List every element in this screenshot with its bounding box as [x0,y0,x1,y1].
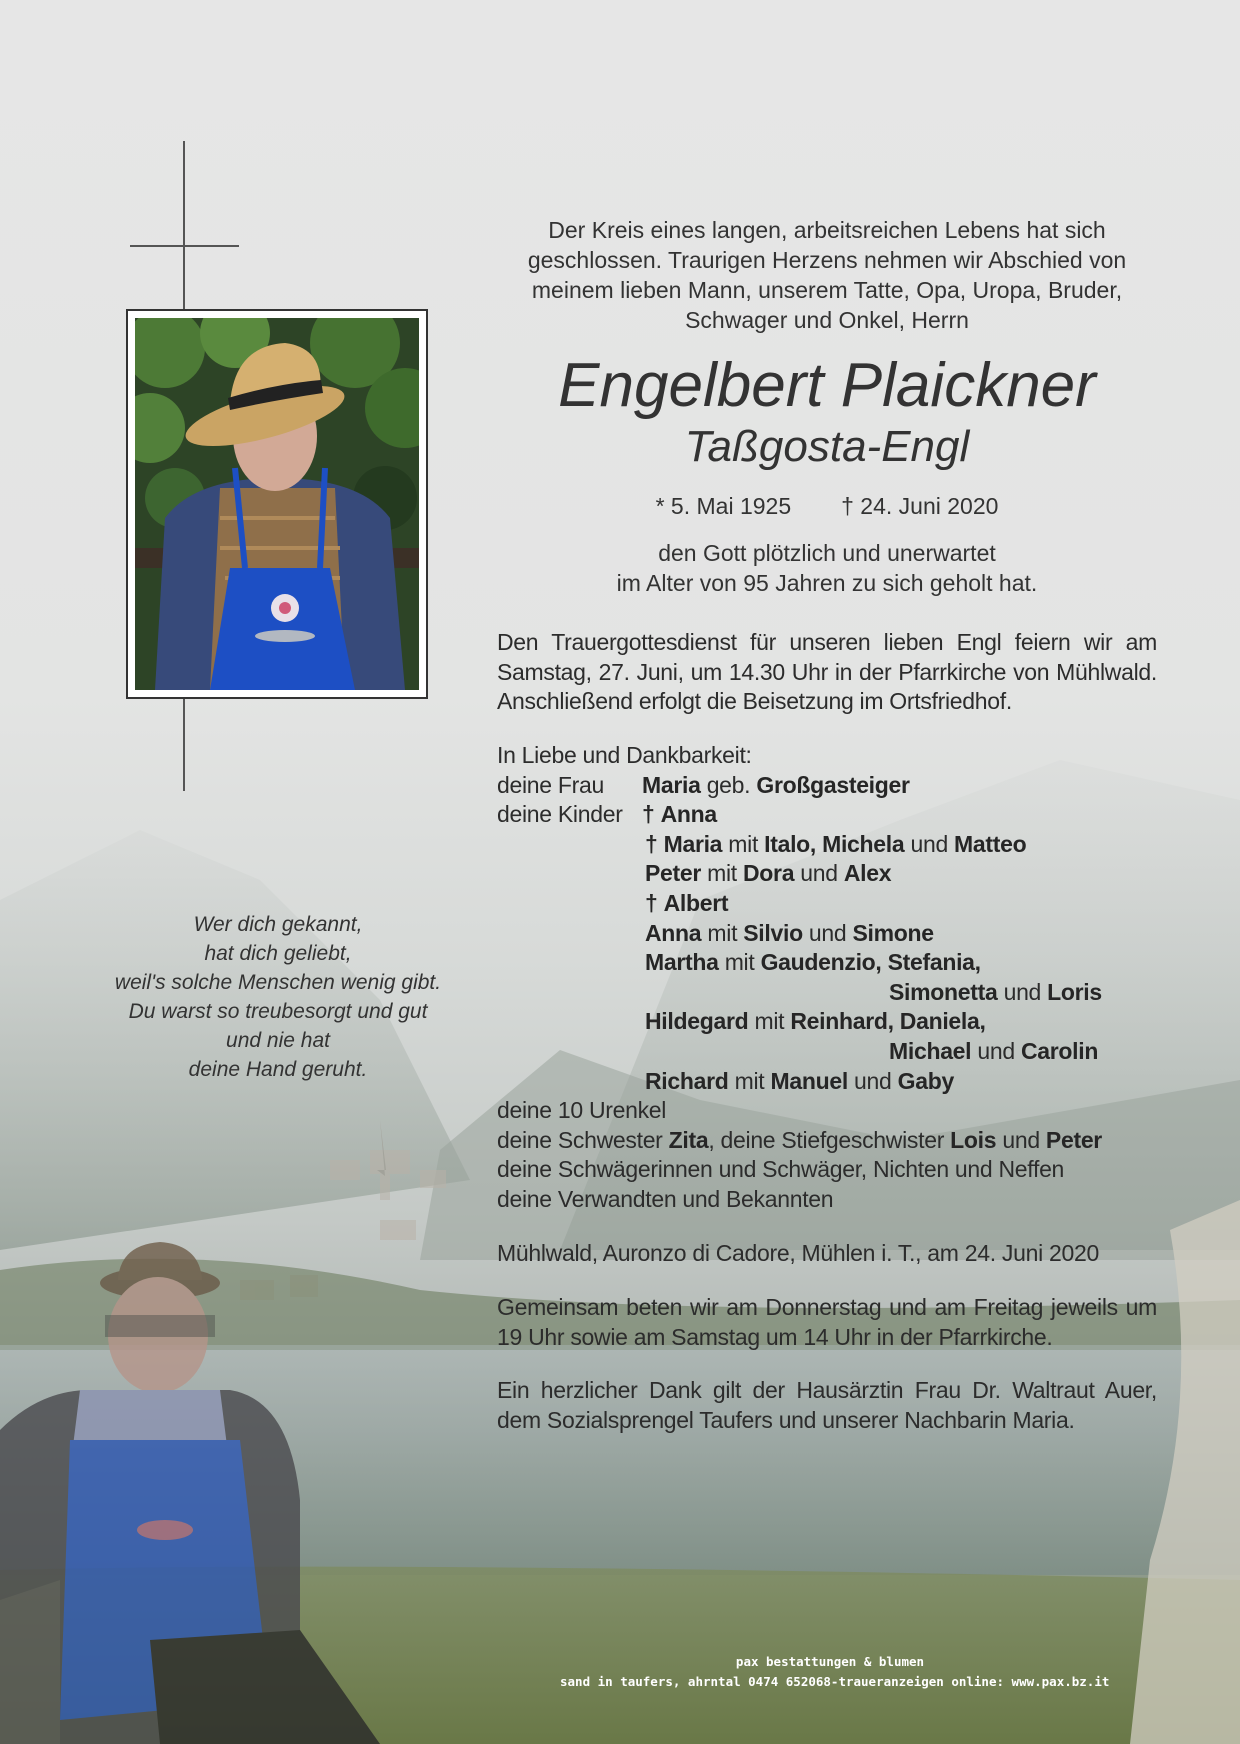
prayer-line: Gemeinsam beten wir am Donnerstag und am Freitag jeweils um [497,1294,1157,1320]
child-name: Martha [645,949,719,976]
grandchild-name: Gaby [897,1067,954,1094]
mit-text: mit [734,1067,765,1094]
thanks-line: Ein herzlicher Dank gilt der Hausärztin Frau Dr. Waltraut Auer, [497,1377,1157,1403]
prayer-text [497,1293,1157,1352]
und-text: und [800,860,838,887]
sister-name: Zita [668,1126,709,1153]
und-text: und [910,830,948,857]
portrait-frame [126,309,428,699]
poem-line: hat dich geliebt, [204,942,352,965]
in-laws: deine Schwägerinnen und Schwäger, Nichten und Neffen [497,1156,1065,1183]
grandchild-name: Simone [852,919,934,946]
intro-line: Schwager und Onkel, Herrn [685,307,969,333]
funeral-home-footer [560,1652,1110,1692]
cross-vertical-bottom [183,699,185,791]
sister-label: deine Schwester [497,1126,663,1153]
mit-text: mit [707,860,737,887]
place-date-line: Mühlwald, Auronzo di Cadore, Mühlen i. T., am 24. Juni 2020 [497,1240,1099,1266]
partner-name: Italo, Michela [764,830,905,857]
death-date: † 24. Juni 2020 [841,493,999,519]
poem-line: und nie hat [226,1029,330,1052]
child-name: Anna [660,801,717,828]
poem-line: deine Hand geruht. [188,1058,368,1081]
wife-maiden-name: Großgasteiger [756,771,910,798]
poem-line: weil's solche Menschen wenig gibt. [114,971,442,994]
grandchild-name: Simonetta [889,978,998,1005]
passing-text [497,538,1157,598]
partner-name: Silvio [743,919,803,946]
partner-name: Gaudenzio, Stefania, [760,949,981,976]
thanks-line: dem Sozialsprengel Taufers und unserer Nachbarin Maria. [497,1406,1075,1433]
child-name: Peter [645,860,702,887]
intro-line: geschlossen. Traurigen Herzens nehmen wir Abschied von [527,247,1127,273]
thanks-text [497,1376,1157,1435]
life-dates [497,491,1157,521]
portrait-image [135,318,419,690]
service-line: Anschließend erfolgt die Beisetzung im Ortsfriedhof. [497,688,1012,714]
mit-text: mit [707,919,738,946]
grandchild-name: Alex [843,860,892,887]
child-name: Anna [645,919,702,946]
intro-text [497,215,1157,335]
mit-text: mit [728,830,759,857]
child-name: Maria [663,830,723,857]
funeral-service-text [497,628,1157,717]
geb-text: geb. [706,771,751,798]
family-heading: In Liebe und Dankbarkeit: [497,742,752,768]
grandchild-name: Matteo [954,830,1027,857]
und-text: und [977,1037,1015,1064]
und-text: und [854,1067,892,1094]
poem-line: Wer dich gekannt, [193,913,363,936]
place-and-date [497,1239,1157,1269]
step-sibling-name: Lois [950,1126,997,1153]
grandchild-name: Loris [1047,978,1102,1005]
funeral-home-name: pax bestattungen & blumen [735,1654,925,1669]
grandchild-name: Michael [889,1037,972,1064]
mit-text: mit [754,1008,785,1035]
intro-line: meinem lieben Mann, unserem Tatte, Opa, Uropa, Bruder, [531,277,1123,303]
service-line: Samstag, 27. Juni, um 14.30 Uhr in der Pfarrkirche von Mühlwald. [497,658,1157,685]
children-label: deine Kinder [497,801,623,828]
deceased-name: Engelbert Plaickner [558,351,1096,420]
prayer-line: 19 Uhr sowie am Samstag um 14 Uhr in der Pfarrkirche. [497,1323,1053,1350]
step-sibling-name: Peter [1045,1126,1102,1153]
passing-line: im Alter von 95 Jahren zu sich geholt hat. [616,570,1038,596]
cross-symbol: † [645,830,658,857]
cross-horizontal [130,245,239,247]
memorial-poem [100,910,456,1084]
wife-name: Maria [642,771,701,798]
passing-line: den Gott plötzlich und unerwartet [658,540,996,566]
cross-symbol: † [642,801,655,828]
partner-name: Reinhard, Daniela, [790,1008,986,1035]
service-line: Den Trauergottesdienst für unseren lieben Engl feiern wir am [497,629,1157,655]
child-name: Albert [663,889,729,916]
birth-date: * 5. Mai 1925 [655,493,792,519]
great-grandchildren: deine 10 Urenkel [497,1097,667,1124]
family-list [497,741,1157,1215]
intro-line: Der Kreis eines langen, arbeitsreichen Lebens hat sich [548,217,1106,243]
child-name: Hildegard [645,1008,749,1035]
cross-vertical-top [183,141,185,309]
portrait-photo [135,318,419,690]
partner-name: Manuel [770,1067,848,1094]
wife-label: deine Frau [497,771,604,798]
funeral-home-contact: sand in taufers, ahrntal 0474 652068-traueranzeigen online: www.pax.bz.it [560,1674,1110,1689]
mit-text: mit [724,949,755,976]
poem-line: Du warst so treubesorgt und gut [128,1000,428,1023]
step-siblings-label: , deine Stiefgeschwister [708,1126,945,1153]
relatives: deine Verwandten und Bekannten [497,1185,834,1212]
deceased-nickname: Taßgosta-Engl [684,422,970,471]
cross-symbol: † [645,889,658,916]
grandchild-name: Carolin [1020,1037,1099,1064]
child-name: Richard [645,1067,729,1094]
und-text: und [1002,1126,1040,1153]
und-text: und [808,919,847,946]
und-text: und [1003,978,1042,1005]
partner-name: Dora [743,860,795,887]
